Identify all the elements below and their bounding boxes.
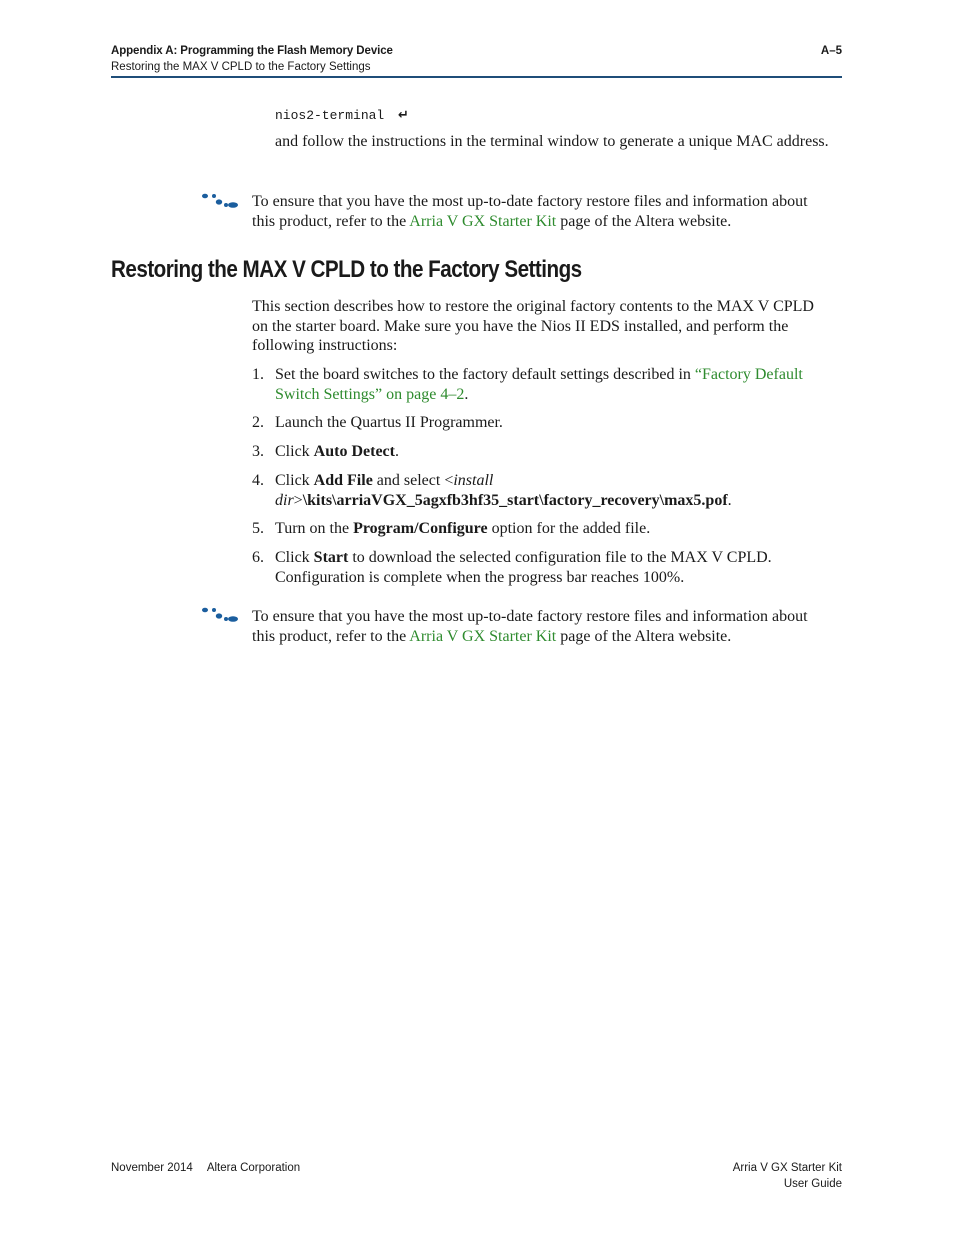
- intro-paragraph: and follow the instructions in the terminal window to generate a unique MAC address.: [275, 133, 829, 150]
- step-text: Click: [275, 472, 314, 489]
- footer-doc-title: Arria V GX Starter Kit: [732, 1162, 842, 1174]
- return-key-icon: ↵: [398, 108, 409, 123]
- note1-text-end: page of the Altera website.: [556, 212, 732, 230]
- note-paragraph-2: [252, 607, 832, 646]
- footer-date: November 2014: [111, 1162, 193, 1174]
- header-page-number: A–5: [820, 45, 842, 57]
- step-bold-term: Start: [313, 549, 349, 566]
- code-text: nios2-terminal: [275, 108, 385, 123]
- note1-link-arria-kit[interactable]: Arria V GX Starter Kit: [409, 212, 557, 230]
- step-number: 2.: [252, 414, 264, 431]
- note1-text: To ensure that you have the most up-to-date factory restore files and information about this product, refer to the: [252, 193, 808, 230]
- step-bold-term: Auto Detect: [313, 443, 395, 460]
- step-number: 6.: [252, 549, 264, 566]
- step-text-end: .: [394, 443, 399, 460]
- note2-link-arria-kit[interactable]: Arria V GX Starter Kit: [409, 627, 557, 645]
- section-paragraph: This section describes how to restore the original factory contents to the MAX V CPLD on the starter board. Make sure you have the Nios II EDS installed, and perform the following instructions:: [252, 298, 814, 354]
- step-number: 1.: [252, 366, 264, 383]
- footer-doc-type: User Guide: [783, 1178, 842, 1190]
- step-bold-term: Program/Configure: [353, 520, 488, 537]
- step-text-mid2: >: [293, 491, 303, 509]
- footprints-note-icon: [201, 193, 241, 209]
- note-paragraph-1: [252, 192, 832, 231]
- step-file-path: \kits\arriaVGX_5agxfb3hf35_start\factory_recovery\max5.pof: [302, 491, 728, 509]
- step-text: Click: [275, 443, 314, 460]
- note2-text: To ensure that you have the most up-to-date factory restore files and information about this product, refer to the: [252, 608, 808, 645]
- step-text-end: to download the selected configuration file to the MAX V CPLD. Configuration is complete when the progress bar reaches 100%.: [275, 549, 772, 586]
- step-text: Click: [275, 549, 314, 566]
- step-italic-term: install dir: [275, 472, 494, 509]
- step-text: Turn on the: [275, 520, 354, 537]
- code-command: [275, 108, 409, 123]
- footer-company: Altera Corporation: [206, 1162, 301, 1174]
- step-text-end: .: [727, 491, 732, 509]
- header-rule: [111, 76, 842, 78]
- footer-right: [733, 1160, 842, 1192]
- step-text: Set the board switches to the factory default settings described in: [275, 366, 695, 383]
- step-bold-term: Add File: [313, 472, 373, 489]
- section-heading: Restoring the MAX V CPLD to the Factory Settings: [111, 256, 582, 283]
- step-number: 4.: [252, 472, 264, 489]
- header-section: Restoring the MAX V CPLD to the Factory Settings: [111, 61, 371, 73]
- header-chapter: Appendix A: Programming the Flash Memory Device: [111, 45, 393, 57]
- factory-default-switch-link[interactable]: “Factory Default Switch Settings” on page 4–2: [275, 366, 803, 403]
- footer-left: [111, 1160, 300, 1176]
- footprints-note-icon: [201, 607, 241, 623]
- step-text: Launch the Quartus II Programmer.: [275, 414, 503, 431]
- step-text-end: .: [464, 385, 469, 403]
- step-text-mid: and select <: [372, 472, 454, 489]
- step-number: 5.: [252, 520, 264, 537]
- step-text-end: option for the added file.: [487, 520, 651, 537]
- note2-text-end: page of the Altera website.: [556, 627, 732, 645]
- step-number: 3.: [252, 443, 264, 460]
